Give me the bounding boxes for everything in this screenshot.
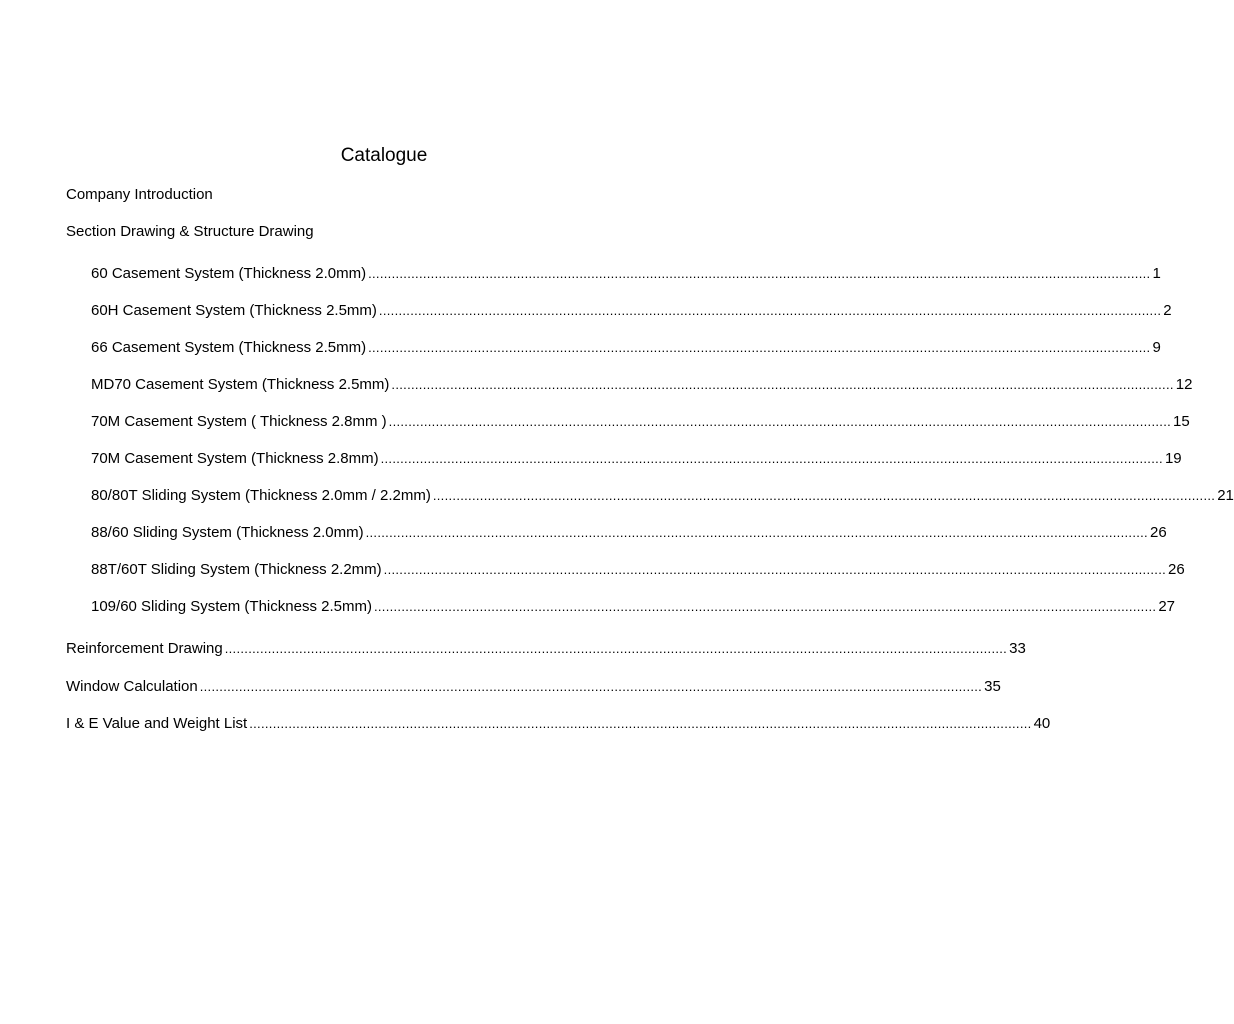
toc-entry-page: 15 <box>1173 413 1190 430</box>
toc-entry-page: 40 <box>1033 715 1051 732</box>
page-title: Catalogue <box>340 145 428 166</box>
toc-leader: ........................................................................................................................................................................................................ <box>391 377 1174 392</box>
toc-entry-page: 2 <box>1163 302 1172 319</box>
toc-entry-page: 33 <box>1009 640 1026 657</box>
toc-entry-title: 80/80T Sliding System (Thickness 2.0mm / 2.2mm) <box>91 487 431 504</box>
toc-entry[interactable] <box>91 486 1234 506</box>
toc-entry-title: I & E Value and Weight List <box>66 715 248 732</box>
heading-company-introduction: Company Introduction <box>66 186 213 203</box>
toc-leader: ........................................................................................................................................................................................................ <box>378 303 1162 318</box>
heading-section-drawing: Section Drawing & Structure Drawing <box>66 223 314 240</box>
toc-leader: ........................................................................................................................................................................................................ <box>199 679 983 694</box>
toc-entry[interactable] <box>91 560 1185 580</box>
toc-entry-title: 88/60 Sliding System (Thickness 2.0mm) <box>91 524 364 541</box>
toc-entry-page: 26 <box>1149 524 1167 541</box>
toc-entry[interactable] <box>66 714 1051 734</box>
toc-entry-page: 9 <box>1152 339 1161 356</box>
toc-entry-page: 19 <box>1164 450 1182 467</box>
toc-entry[interactable] <box>66 677 1001 697</box>
toc-entry-title: Reinforcement Drawing <box>66 640 223 657</box>
toc-leader: ........................................................................................................................................................................................................ <box>380 451 1163 466</box>
toc-leader: ........................................................................................................................................................................................................ <box>368 340 1151 355</box>
toc-entry-title: 60 Casement System (Thickness 2.0mm) <box>91 265 367 282</box>
toc-entry[interactable] <box>91 412 1190 432</box>
toc-entry-page: 27 <box>1158 598 1176 615</box>
toc-entry-title: 60H Casement System (Thickness 2.5mm) <box>91 302 377 319</box>
toc-entry[interactable] <box>91 523 1167 543</box>
toc-entry-page: 26 <box>1168 561 1185 578</box>
toc-entry-title: 109/60 Sliding System (Thickness 2.5mm) <box>91 598 372 615</box>
toc-entry-title: 66 Casement System (Thickness 2.5mm) <box>91 339 367 356</box>
toc-leader: ........................................................................................................................................................................................................ <box>368 266 1151 281</box>
toc-entry[interactable] <box>91 597 1176 617</box>
toc-leader: ........................................................................................................................................................................................................ <box>249 716 1032 731</box>
toc-leader: ........................................................................................................................................................................................................ <box>388 414 1172 429</box>
toc-entry[interactable] <box>91 375 1193 395</box>
toc-leader: ........................................................................................................................................................................................................ <box>432 488 1216 503</box>
toc-entry-title: MD70 Casement System (Thickness 2.5mm) <box>91 376 390 393</box>
toc-leader: ........................................................................................................................................................................................................ <box>383 562 1167 577</box>
toc-entry-page: 1 <box>1152 265 1161 282</box>
toc-leader: ........................................................................................................................................................................................................ <box>224 641 1008 656</box>
toc-entry-title: 70M Casement System ( Thickness 2.8mm ) <box>91 413 387 430</box>
toc-leader: ........................................................................................................................................................................................................ <box>373 599 1157 614</box>
toc-entry-title: 70M Casement System (Thickness 2.8mm) <box>91 450 379 467</box>
toc-entry[interactable] <box>66 639 1026 659</box>
toc-entry-page: 35 <box>984 678 1001 695</box>
toc-entry[interactable] <box>91 449 1182 469</box>
toc-entry[interactable] <box>91 301 1172 321</box>
toc-entry-title: Window Calculation <box>66 678 198 695</box>
toc-entry-page: 12 <box>1175 376 1193 393</box>
toc-leader: ........................................................................................................................................................................................................ <box>365 525 1148 540</box>
toc-entry[interactable] <box>91 264 1161 284</box>
toc-entry-title: 88T/60T Sliding System (Thickness 2.2mm) <box>91 561 382 578</box>
toc-entry-page: 21 <box>1217 487 1234 504</box>
toc-entry[interactable] <box>91 338 1161 358</box>
